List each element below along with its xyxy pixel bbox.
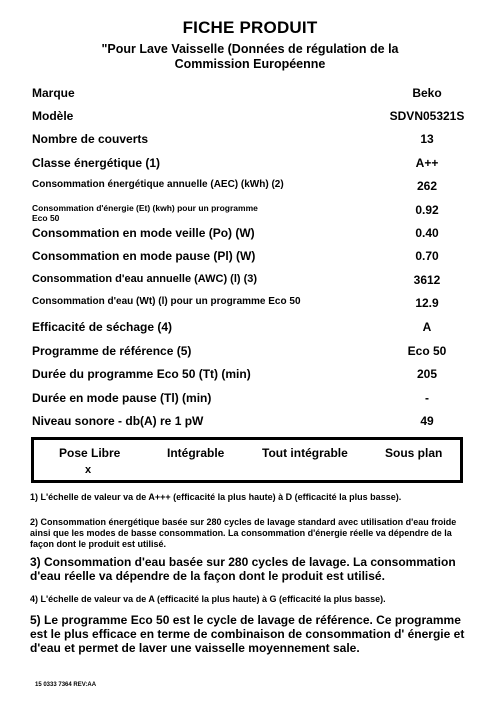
spec-value: A: [422, 320, 432, 334]
spec-value: 13: [420, 132, 434, 146]
spec-row-left-on-duration: [32, 391, 472, 411]
spec-label: Nombre de couverts: [32, 132, 149, 146]
reference-code: 15 0333 7364 REV:AA: [35, 682, 97, 688]
spec-label-line-1: Consommation d'énergie (Et) (kwh) pour un programme: [32, 203, 258, 213]
installation-mark: x: [85, 464, 92, 476]
spec-value: 49: [420, 414, 434, 428]
spec-value: A++: [415, 156, 439, 170]
spec-value: Eco 50: [407, 344, 447, 358]
spec-row-annual-energy: [32, 179, 472, 199]
footnote-2: 2) Consommation énergétique basée sur 280 cycles de lavage standard avec utilisation d'eau froide ainsi que les modes de basse consommation. La consommation d'énergie réelle va dépendre de la façon dont le produit est utilisé.: [30, 517, 457, 549]
spec-row-program-duration: [32, 367, 472, 387]
footnote-3: 3) Consommation d'eau basée sur 280 cycles de lavage. La consommation d'eau réelle va dépendre de la façon dont le produit est utilisé.: [30, 555, 456, 583]
spec-label: Efficacité de séchage (4): [32, 320, 173, 334]
spec-row-annual-water: [32, 273, 472, 293]
spec-row-program-water: [32, 296, 472, 316]
installation-header-under-counter: Sous plan: [385, 446, 443, 460]
spec-row-standby-power: [32, 226, 472, 246]
spec-value: SDVN05321S: [389, 109, 465, 123]
spec-label: Durée du programme Eco 50 (Tt) (min): [32, 367, 251, 381]
spec-label: Consommation en mode veille (Po) (W): [32, 226, 255, 240]
spec-row-left-on-power: [32, 249, 472, 269]
spec-row-program-energy: [32, 203, 472, 225]
spec-label: Modèle: [32, 109, 74, 123]
spec-row-reference-program: [32, 344, 472, 364]
spec-label: Consommation énergétique annuelle (AEC) (kWh) (2): [32, 179, 284, 190]
spec-value: 262: [416, 179, 438, 193]
spec-label: Niveau sonore - db(A) re 1 pW: [32, 414, 204, 428]
installation-header-freestanding: Pose Libre: [59, 446, 121, 460]
spec-row-drying-efficiency: [32, 320, 472, 340]
spec-label: Programme de référence (5): [32, 344, 192, 358]
footnote-5: 5) Le programme Eco 50 est le cycle de lavage de référence. Ce programme est le plus efficace en terme de combinaison de consommation d' énergie et d'eau et permet de laver une vaisselle moyennement sale.: [30, 613, 465, 655]
spec-value: 0.40: [415, 226, 439, 240]
spec-value: 205: [416, 367, 438, 381]
spec-value: 12.9: [415, 296, 439, 310]
subtitle-line-1: "Pour Lave Vaisselle (Données de régulation de la: [101, 42, 399, 56]
installation-header-integrable: Intégrable: [167, 446, 225, 460]
spec-row-brand: [32, 86, 472, 106]
spec-label: Consommation en mode pause (Pl) (W): [32, 249, 256, 263]
spec-label: Durée en mode pause (Tl) (min): [32, 391, 212, 405]
spec-row-place-settings: [32, 132, 472, 152]
installation-type-box: [31, 437, 463, 483]
spec-value: 0.92: [415, 203, 439, 217]
spec-value: -: [425, 391, 429, 405]
spec-row-energy-class: [32, 156, 472, 176]
spec-label: Marque: [32, 86, 75, 100]
spec-value: 3612: [413, 273, 441, 287]
spec-label: [32, 203, 258, 223]
spec-label: Consommation d'eau annuelle (AWC) (l) (3): [32, 273, 258, 285]
spec-value: Beko: [412, 86, 442, 100]
spec-label: Consommation d'eau (Wt) (l) pour un programme Eco 50: [32, 296, 301, 307]
spec-value: 0.70: [415, 249, 439, 263]
spec-row-noise-level: [32, 414, 472, 434]
page-title: FICHE PRODUIT: [182, 18, 318, 37]
page-subtitle: [0, 42, 500, 72]
subtitle-line-2: Commission Européenne: [174, 57, 326, 71]
spec-row-model: [32, 109, 472, 129]
spec-label: Classe énergétique (1): [32, 156, 161, 170]
installation-header-fully-integrated: Tout intégrable: [262, 446, 348, 460]
spec-label-line-2: Eco 50: [32, 213, 60, 223]
footnote-4: 4) L'échelle de valeur va de A (efficacité la plus haute) à G (efficacité la plus basse).: [30, 594, 386, 604]
footnote-1: 1) L'échelle de valeur va de A+++ (efficacité la plus haute) à D (efficacité la plus basse).: [30, 492, 402, 502]
